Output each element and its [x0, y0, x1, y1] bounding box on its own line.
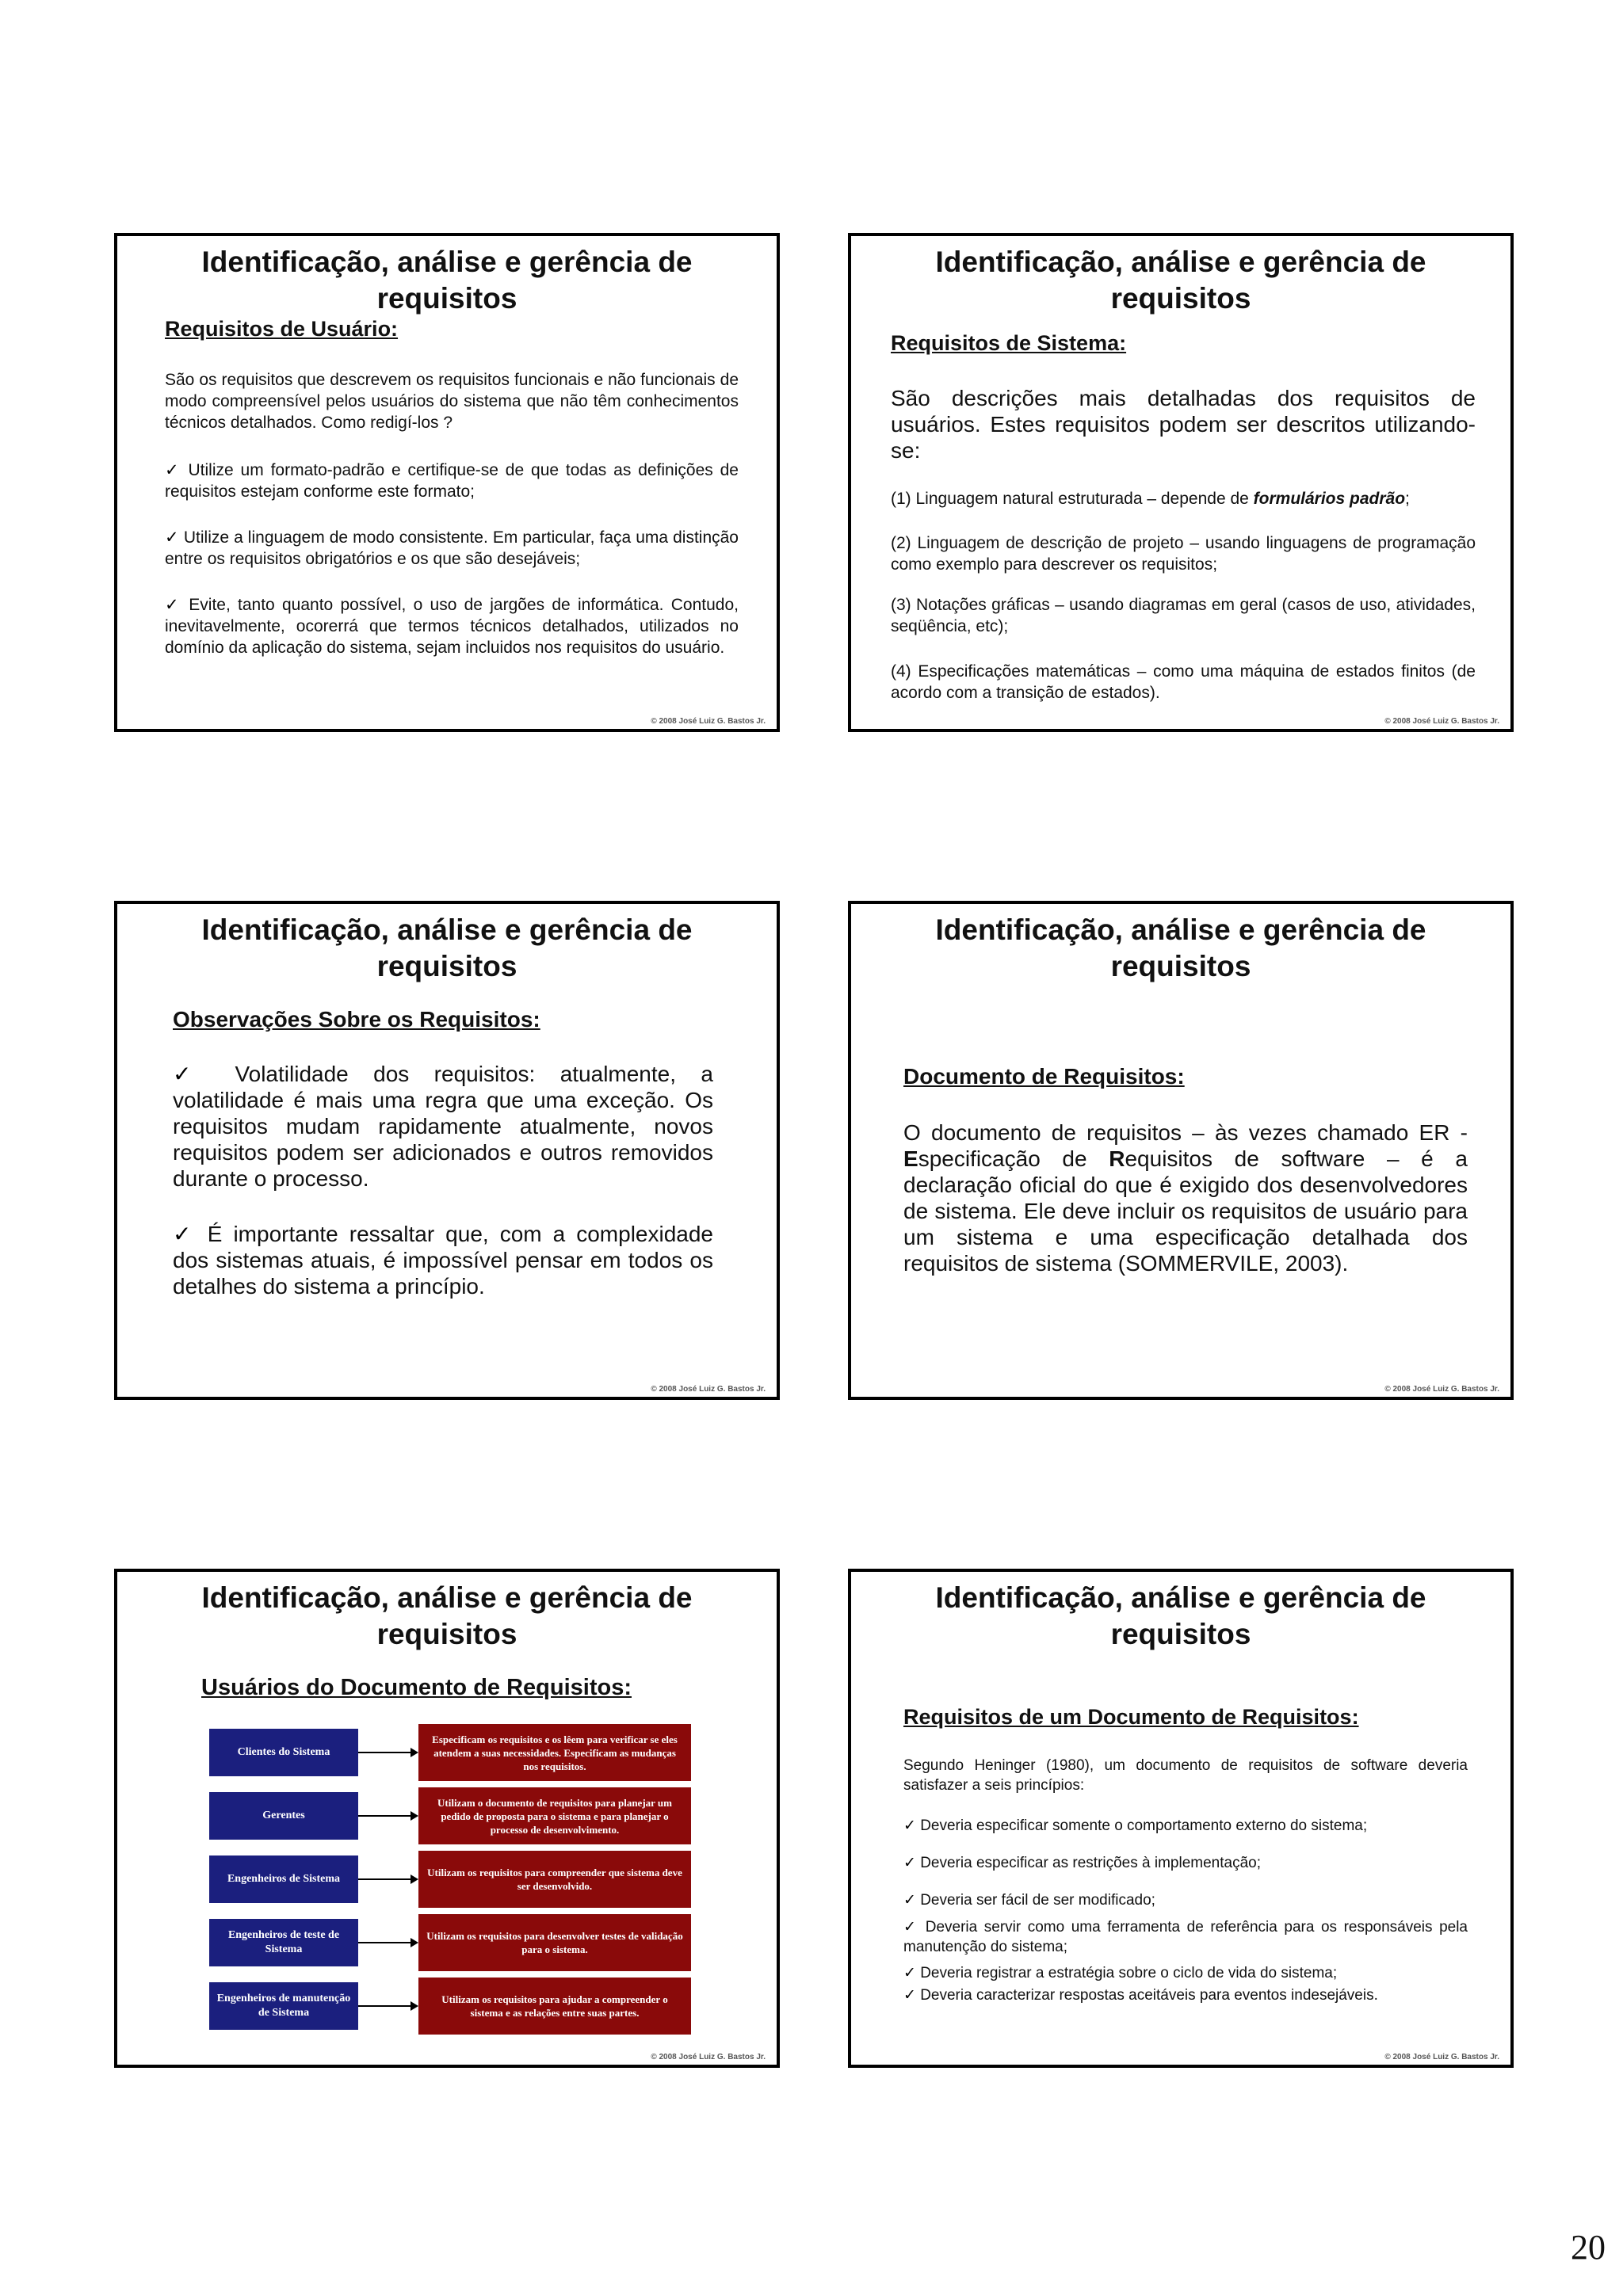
check-icon: ✓ — [165, 528, 179, 547]
section-heading: Documento de Requisitos: — [903, 1064, 1185, 1089]
arrow-icon — [358, 1752, 417, 1753]
check-icon: ✓ — [173, 1222, 197, 1246]
bullet-text: Evite, tanto quanto possível, o uso de jargões de informática. Contudo, inevitavelmente, ocorerrá que termos técnicos detalhados, utilizados no domínio da aplicação do sistema, sejam incluidos nos requisitos do usuário. — [165, 596, 739, 657]
list-item — [903, 1917, 1468, 1957]
slide-title — [117, 1580, 777, 1653]
text-run: specificação de — [918, 1146, 1087, 1171]
slide-title-line1: Identificação, análise e gerência de — [935, 1581, 1426, 1614]
text-run: equisitos de software – é a declaração oficial do que é exigido dos desenvolvedores de sistema. Ele deve incluir os requisitos de usuário para um sistema e uma especificação detalhada dos requisitos de sistema (SOMMERVILE, 2003). — [903, 1146, 1468, 1276]
copyright-footer: © 2008 José Luiz G. Bastos Jr. — [651, 2053, 766, 2061]
list-item-text: Deveria especificar somente o comportamento externo do sistema; — [920, 1817, 1368, 1834]
bullet-text: Utilize um formato-padrão e certifique-se de que todas as definições de requisitos estejam conforme este formato; — [165, 461, 739, 501]
check-icon: ✓ — [903, 1919, 919, 1936]
arrow-icon — [358, 2005, 417, 2007]
usage-box: Utilizam os requisitos para compreender que sistema deve ser desenvolvido. — [418, 1851, 691, 1908]
intro-paragraph: São os requisitos que descrevem os requisitos funcionais e não funcionais de modo compreensível pelos usuários do sistema que não têm conhecimentos técnicos detalhados. Como redigí-los ? — [165, 371, 739, 432]
bullet-text: É importante ressaltar que, com a complexidade dos sistemas atuais, é impossível pensar em todos os detalhes do sistema a princípio. — [173, 1222, 713, 1299]
bullet-item — [165, 460, 739, 502]
list-item: (3) Notações gráficas – usando diagramas em geral (casos de uso, atividades, seqüência, etc); — [891, 596, 1476, 635]
usage-box: Utilizam os requisitos para desenvolver testes de validação para o sistema. — [418, 1914, 691, 1971]
slide-principios-documento — [848, 1569, 1514, 2068]
arrow-icon — [358, 1942, 417, 1943]
copyright-footer: © 2008 José Luiz G. Bastos Jr. — [1384, 2053, 1499, 2061]
slide-title-line1: Identificação, análise e gerência de — [201, 1581, 693, 1614]
check-icon: ✓ — [903, 1817, 916, 1834]
slide-title — [851, 1580, 1510, 1653]
check-icon: ✓ — [173, 1062, 211, 1086]
slide-title-line1: Identificação, análise e gerência de — [201, 913, 693, 946]
list-item — [903, 1816, 1468, 1836]
list-item: (2) Linguagem de descrição de projeto – usando linguagens de programação como exemplo para descrever os requisitos; — [891, 534, 1476, 574]
text-run-bold: E — [903, 1146, 918, 1171]
slide-title-line2: requisitos — [376, 282, 517, 315]
user-box: Engenheiros de manutenção de Sistema — [209, 1982, 358, 2030]
list-item — [891, 488, 1476, 509]
usage-box: Especificam os requisitos e os lêem para verificar se eles atendem a suas necessidades. Especificam as mudanças nos requisitos. — [418, 1724, 691, 1781]
slide-title-line1: Identificação, análise e gerência de — [935, 913, 1426, 946]
slide-title — [117, 244, 777, 317]
page-number: 20 — [1571, 2228, 1606, 2267]
arrow-icon — [358, 1878, 417, 1880]
slide-title — [851, 912, 1510, 985]
list-item-text: (1) Linguagem natural estruturada – depende de — [891, 490, 1249, 508]
slide-observacoes — [114, 901, 780, 1400]
emphasis-text: formulários padrão — [1253, 490, 1406, 508]
copyright-footer: © 2008 José Luiz G. Bastos Jr. — [651, 717, 766, 726]
bullet-text: Utilize a linguagem de modo consistente. Em particular, faça uma distinção entre os requisitos obrigatórios e os que são desejáveis; — [165, 528, 739, 568]
slide-title-line2: requisitos — [1110, 1618, 1251, 1650]
section-heading: Requisitos de um Documento de Requisitos: — [903, 1705, 1359, 1729]
list-item-text: Deveria caracterizar respostas aceitáveis para eventos indesejáveis. — [920, 1987, 1378, 2004]
slide-documento-requisitos — [848, 901, 1514, 1400]
slide-title — [851, 244, 1510, 317]
user-box: Gerentes — [209, 1792, 358, 1840]
check-icon: ✓ — [903, 1965, 916, 1981]
intro-paragraph: Segundo Heninger (1980), um documento de requisitos de software deveria satisfazer a seis princípios: — [903, 1757, 1468, 1794]
user-box: Engenheiros de teste de Sistema — [209, 1919, 358, 1966]
text-run: O documento de requisitos – às vezes chamado ER - — [903, 1120, 1468, 1145]
usage-box: Utilizam os requisitos para ajudar a compreender o sistema e as relações entre suas partes. — [418, 1978, 691, 2035]
list-item-text: Deveria ser fácil de ser modificado; — [920, 1892, 1155, 1909]
body-paragraph — [903, 1119, 1468, 1276]
check-icon: ✓ — [165, 461, 181, 479]
list-item — [903, 1985, 1468, 2005]
check-icon: ✓ — [903, 1987, 916, 2004]
list-item-text: Deveria servir como uma ferramenta de referência para os responsáveis pela manutenção do sistema; — [903, 1919, 1468, 1955]
slide-title-line1: Identificação, análise e gerência de — [935, 246, 1426, 278]
list-item — [903, 1853, 1468, 1873]
text-run-bold: R — [1109, 1146, 1125, 1171]
list-item-text: Deveria registrar a estratégia sobre o ciclo de vida do sistema; — [920, 1965, 1338, 1981]
list-item-text: Deveria especificar as restrições à implementação; — [920, 1855, 1261, 1871]
usage-box: Utilizam o documento de requisitos para planejar um pedido de proposta para o sistema e para planejar o processo de desenvolvimento. — [418, 1787, 691, 1844]
list-item-end: ; — [1405, 490, 1410, 508]
section-heading: Observações Sobre os Requisitos: — [173, 1007, 540, 1032]
bullet-item — [173, 1221, 713, 1299]
user-box: Engenheiros de Sistema — [209, 1855, 358, 1903]
section-heading: Requisitos de Sistema: — [891, 331, 1127, 355]
arrow-icon — [358, 1815, 417, 1817]
section-heading: Usuários do Documento de Requisitos: — [201, 1675, 632, 1700]
check-icon: ✓ — [165, 596, 182, 614]
slide-usuarios-documento — [114, 1569, 780, 2068]
check-icon: ✓ — [903, 1855, 916, 1871]
slide-title-line2: requisitos — [1110, 950, 1251, 982]
copyright-footer: © 2008 José Luiz G. Bastos Jr. — [1384, 1385, 1499, 1394]
bullet-item — [165, 594, 739, 658]
check-icon: ✓ — [903, 1892, 916, 1909]
slide-title-line2: requisitos — [1110, 282, 1251, 315]
intro-paragraph: São descrições mais detalhadas dos requisitos de usuários. Estes requisitos podem ser descritos utilizando-se: — [891, 386, 1476, 463]
list-item — [903, 1963, 1468, 1983]
list-item: (4) Especificações matemáticas – como uma máquina de estados finitos (de acordo com a transição de estados). — [891, 662, 1476, 702]
user-box: Clientes do Sistema — [209, 1729, 358, 1776]
copyright-footer: © 2008 José Luiz G. Bastos Jr. — [1384, 717, 1499, 726]
bullet-text: Volatilidade dos requisitos: atualmente, a volatilidade é mais uma regra que uma exceção. Os requisitos mudam rapidamente atualmente, novos requisitos podem ser adicionados e outros removidos durante o processo. — [173, 1062, 713, 1191]
slide-title-line2: requisitos — [376, 1618, 517, 1650]
list-item — [903, 1890, 1468, 1910]
slide-requisitos-usuario — [114, 233, 780, 732]
bullet-item — [173, 1061, 713, 1192]
copyright-footer: © 2008 José Luiz G. Bastos Jr. — [651, 1385, 766, 1394]
bullet-item — [165, 527, 739, 570]
section-heading: Requisitos de Usuário: — [165, 317, 399, 341]
slide-title-line1: Identificação, análise e gerência de — [201, 246, 693, 278]
slide-title-line2: requisitos — [376, 950, 517, 982]
slide-title — [117, 912, 777, 985]
slide-requisitos-sistema — [848, 233, 1514, 732]
